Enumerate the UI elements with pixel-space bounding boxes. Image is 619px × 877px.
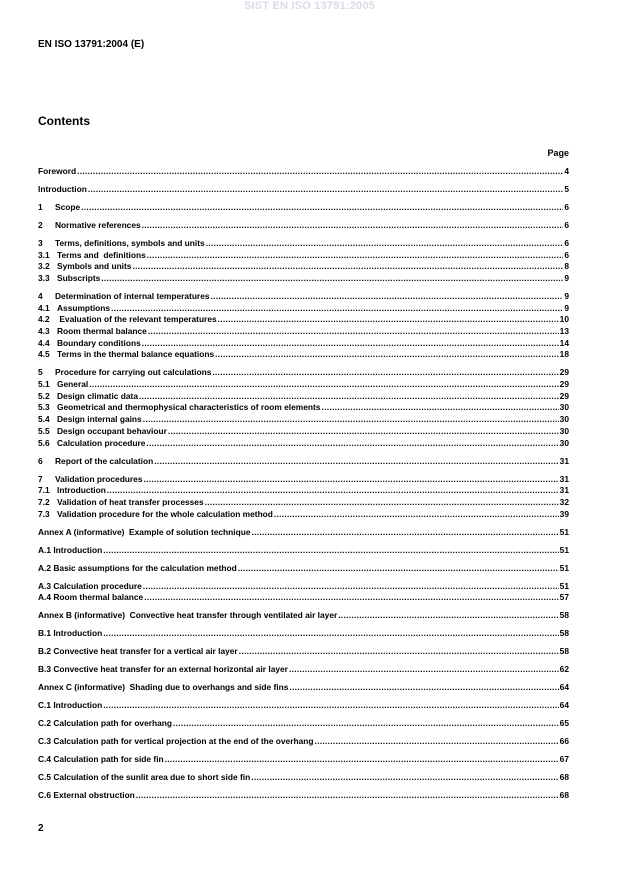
toc-entry[interactable] xyxy=(38,646,569,658)
toc-entry-number: 4.1 xyxy=(38,302,50,313)
toc-entry-number: 7 xyxy=(38,473,43,484)
toc-entry-number: 7.3 xyxy=(38,508,50,519)
toc-entry-title: Report of the calculation xyxy=(55,455,154,466)
toc-entry[interactable] xyxy=(38,474,569,486)
toc-entry[interactable] xyxy=(38,497,569,509)
toc-entry-label xyxy=(38,314,217,326)
toc-leader-dots xyxy=(239,646,559,658)
toc-leader-dots xyxy=(142,220,564,232)
toc-entry-title: Calculation procedure xyxy=(57,437,146,448)
toc-entry-page: 29 xyxy=(559,379,569,390)
toc-entry[interactable] xyxy=(38,166,569,178)
toc-entry-page: 13 xyxy=(559,326,569,337)
toc-entry[interactable] xyxy=(38,202,569,214)
toc-entry-label xyxy=(38,646,238,658)
toc-leader-dots xyxy=(103,545,558,557)
toc-entry-page: 66 xyxy=(559,736,569,747)
toc-entry[interactable] xyxy=(38,545,569,557)
toc-entry-number: 4.5 xyxy=(38,349,50,360)
toc-entry-number: 5.2 xyxy=(38,390,50,401)
toc-leader-dots xyxy=(103,700,558,712)
toc-entry-title: C.6 External obstruction xyxy=(38,790,135,801)
toc-entry-number: 5.4 xyxy=(38,414,50,425)
toc-entry-number: 4.4 xyxy=(38,337,50,348)
toc-entry-title: Boundary conditions xyxy=(57,337,141,348)
toc-entry[interactable] xyxy=(38,220,569,232)
toc-leader-dots xyxy=(139,391,559,403)
toc-entry-label xyxy=(38,700,102,712)
toc-entry-title: Subscripts xyxy=(57,273,101,283)
toc-entry-label xyxy=(38,166,76,178)
toc-entry-label xyxy=(38,238,205,250)
toc-leader-dots xyxy=(206,238,564,250)
toc-entry-title: Procedure for carrying out calculations xyxy=(55,367,212,378)
toc-entry-page: 6 xyxy=(564,201,569,212)
toc-leader-dots xyxy=(211,291,564,303)
toc-entry-label xyxy=(38,664,288,676)
toc-entry-title: A.4 Room thermal balance xyxy=(38,592,144,603)
toc-entry-page: 14 xyxy=(559,337,569,348)
toc-entry-page: 58 xyxy=(559,628,569,639)
toc-entry-title: Foreword xyxy=(38,166,77,176)
toc-entry-title: Scope xyxy=(55,201,81,212)
toc-entry[interactable] xyxy=(38,485,569,497)
toc-entry-label xyxy=(38,682,288,694)
toc-entry-page: 68 xyxy=(559,790,569,801)
toc-entry[interactable] xyxy=(38,238,569,250)
table-of-contents xyxy=(38,166,569,802)
toc-leader-dots xyxy=(103,628,558,640)
toc-entry-page: 51 xyxy=(559,544,569,555)
toc-entry-title: Normative references xyxy=(55,219,141,230)
toc-entry[interactable] xyxy=(38,261,569,273)
contents-title: Contents xyxy=(38,114,90,128)
toc-entry-label xyxy=(38,273,100,285)
toc-entry[interactable] xyxy=(38,349,569,361)
toc-entry-label xyxy=(38,718,172,730)
toc-entry[interactable] xyxy=(38,303,569,315)
toc-leader-dots xyxy=(338,610,558,622)
toc-entry[interactable] xyxy=(38,314,569,326)
toc-entry[interactable] xyxy=(38,414,569,426)
toc-entry-number: 6 xyxy=(38,455,43,466)
toc-leader-dots xyxy=(107,485,559,497)
toc-leader-dots xyxy=(144,474,559,486)
toc-entry-title: Geometrical and thermophysical characteristics of room elements xyxy=(57,402,321,413)
toc-entry[interactable] xyxy=(38,326,569,338)
toc-entry[interactable] xyxy=(38,291,569,303)
toc-entry-label xyxy=(38,754,164,766)
toc-entry-label xyxy=(38,250,146,262)
toc-leader-dots xyxy=(154,456,558,468)
toc-leader-dots xyxy=(212,367,558,379)
toc-leader-dots xyxy=(148,326,559,338)
toc-entry-label xyxy=(38,474,143,486)
toc-entry-page: 30 xyxy=(559,437,569,448)
toc-entry-title: C.5 Calculation of the sunlit area due to short side fin xyxy=(38,772,251,783)
toc-entry-title: Terms and definitions xyxy=(57,249,146,260)
toc-entry[interactable] xyxy=(38,367,569,379)
toc-entry-number: 5.5 xyxy=(38,425,50,436)
toc-entry-page: 31 xyxy=(559,473,569,484)
toc-entry-page: 6 xyxy=(564,249,569,260)
toc-entry[interactable] xyxy=(38,438,569,450)
toc-entry-page: 32 xyxy=(559,496,569,507)
toc-leader-dots xyxy=(215,349,559,361)
toc-entry-page: 51 xyxy=(559,580,569,591)
toc-entry-number: 1 xyxy=(38,201,43,212)
toc-leader-dots xyxy=(251,772,558,784)
toc-entry-title: Introduction xyxy=(57,485,106,496)
toc-leader-dots xyxy=(101,273,563,285)
toc-leader-dots xyxy=(168,426,559,438)
toc-leader-dots xyxy=(88,184,563,196)
toc-entry-title: Design internal gains xyxy=(57,414,142,425)
toc-entry[interactable] xyxy=(38,592,569,604)
toc-entry-page: 51 xyxy=(559,526,569,537)
toc-entry[interactable] xyxy=(38,527,569,539)
toc-entry-label xyxy=(38,610,337,622)
toc-leader-dots xyxy=(173,718,559,730)
toc-entry[interactable] xyxy=(38,250,569,262)
toc-entry-page: 5 xyxy=(564,183,569,194)
toc-entry[interactable] xyxy=(38,391,569,403)
toc-entry-page: 4 xyxy=(564,166,569,176)
toc-entry-page: 39 xyxy=(559,508,569,519)
toc-entry-label xyxy=(38,184,87,196)
toc-leader-dots xyxy=(218,314,559,326)
toc-entry-title: Design climatic data xyxy=(57,390,138,401)
toc-entry-title: General xyxy=(57,379,89,390)
toc-leader-dots xyxy=(165,754,559,766)
toc-entry-label xyxy=(38,581,142,593)
toc-leader-dots xyxy=(289,664,559,676)
toc-entry-number: 7.1 xyxy=(38,485,50,496)
toc-leader-dots xyxy=(274,509,559,521)
toc-entry-page: 8 xyxy=(564,261,569,272)
toc-entry-page: 29 xyxy=(559,390,569,401)
toc-entry-label xyxy=(38,736,313,748)
toc-entry-page: 6 xyxy=(564,237,569,248)
toc-entry-label xyxy=(38,414,142,426)
toc-leader-dots xyxy=(144,592,558,604)
toc-entry-label xyxy=(38,527,251,539)
page-column-label: Page xyxy=(547,148,569,158)
toc-entry[interactable] xyxy=(38,184,569,196)
toc-entry-label xyxy=(38,326,147,338)
toc-entry-label xyxy=(38,261,131,273)
toc-entry[interactable] xyxy=(38,772,569,784)
document-id: EN ISO 13791:2004 (E) xyxy=(38,39,145,50)
toc-entry-number: 3 xyxy=(38,237,43,248)
toc-entry-label xyxy=(38,509,273,521)
toc-entry-number: 7.2 xyxy=(38,496,50,507)
toc-entry[interactable] xyxy=(38,610,569,622)
toc-entry-title: B.3 Convective heat transfer for an external horizontal air layer xyxy=(38,664,288,675)
toc-entry-number: 4.3 xyxy=(38,326,50,337)
toc-leader-dots xyxy=(205,497,559,509)
toc-entry-title: Determination of internal temperatures xyxy=(55,290,210,301)
toc-entry[interactable] xyxy=(38,628,569,640)
toc-leader-dots xyxy=(111,303,563,315)
toc-entry-title: Room thermal balance xyxy=(57,326,147,337)
toc-entry-title: Evaluation of the relevant temperatures xyxy=(57,314,217,325)
toc-entry-number: 5.6 xyxy=(38,437,50,448)
toc-entry[interactable] xyxy=(38,790,569,802)
toc-entry-label xyxy=(38,349,214,361)
toc-entry-title: C.3 Calculation path for vertical projection at the end of the overhang xyxy=(38,736,314,747)
toc-entry-page: 9 xyxy=(564,290,569,301)
toc-entry-label xyxy=(38,303,110,315)
toc-entry-page: 30 xyxy=(559,402,569,413)
toc-entry-page: 65 xyxy=(559,718,569,729)
toc-entry-page: 30 xyxy=(559,425,569,436)
toc-entry-number: 5.1 xyxy=(38,379,50,390)
toc-entry-number: 5.3 xyxy=(38,402,50,413)
toc-entry-label xyxy=(38,426,167,438)
toc-leader-dots xyxy=(143,414,559,426)
toc-entry[interactable] xyxy=(38,754,569,766)
toc-entry-label xyxy=(38,545,102,557)
toc-entry-label xyxy=(38,379,88,391)
toc-leader-dots xyxy=(238,563,559,575)
toc-entry-number: 3.1 xyxy=(38,249,50,260)
toc-leader-dots xyxy=(136,790,559,802)
toc-leader-dots xyxy=(77,166,563,178)
toc-leader-dots xyxy=(143,581,559,593)
toc-entry-page: 68 xyxy=(559,772,569,783)
toc-entry-label xyxy=(38,790,135,802)
toc-entry-label xyxy=(38,402,320,414)
toc-entry-label xyxy=(38,367,211,379)
toc-entry[interactable] xyxy=(38,509,569,521)
toc-entry-title: Symbols and units xyxy=(57,261,132,272)
toc-entry-page: 31 xyxy=(559,455,569,466)
toc-leader-dots xyxy=(321,402,558,414)
toc-entry-label xyxy=(38,485,106,497)
toc-entry-page: 29 xyxy=(559,367,569,378)
toc-entry-title: A.1 Introduction xyxy=(38,544,103,555)
toc-leader-dots xyxy=(142,338,559,350)
toc-entry-page: 18 xyxy=(559,349,569,360)
toc-entry-title: Annex A (informative) Example of solution technique xyxy=(38,526,251,537)
toc-entry-title: Validation procedure for the whole calculation method xyxy=(57,508,273,519)
toc-entry-title: C.2 Calculation path for overhang xyxy=(38,718,173,729)
toc-leader-dots xyxy=(132,261,563,273)
toc-entry-page: 9 xyxy=(564,302,569,313)
toc-entry[interactable] xyxy=(38,664,569,676)
toc-entry-page: 64 xyxy=(559,700,569,711)
toc-entry-page: 30 xyxy=(559,414,569,425)
toc-leader-dots xyxy=(252,527,559,539)
toc-entry-label xyxy=(38,220,141,232)
toc-entry-page: 31 xyxy=(559,485,569,496)
toc-entry-page: 51 xyxy=(559,562,569,573)
toc-entry-label xyxy=(38,338,141,350)
toc-leader-dots xyxy=(289,682,558,694)
toc-entry-title: Terms in the thermal balance equations xyxy=(57,349,215,360)
toc-entry-number: 2 xyxy=(38,219,43,230)
toc-entry-title: Design occupant behaviour xyxy=(57,425,167,436)
toc-entry[interactable] xyxy=(38,426,569,438)
toc-entry-page: 57 xyxy=(559,592,569,603)
toc-leader-dots xyxy=(146,438,558,450)
toc-entry-number: 3.2 xyxy=(38,261,50,272)
toc-entry-number: 4.2 xyxy=(38,314,50,325)
toc-entry-title: Assumptions xyxy=(57,302,111,313)
toc-entry-title: Annex C (informative) Shading due to overhangs and side fins xyxy=(38,682,289,693)
toc-entry-title: C.1 Introduction xyxy=(38,700,103,711)
toc-entry-title: B.1 Introduction xyxy=(38,628,103,639)
toc-entry-label xyxy=(38,202,80,214)
toc-entry[interactable] xyxy=(38,338,569,350)
toc-entry-page: 67 xyxy=(559,754,569,765)
toc-entry[interactable] xyxy=(38,682,569,694)
toc-entry[interactable] xyxy=(38,402,569,414)
toc-entry-number: 5 xyxy=(38,367,43,378)
toc-leader-dots xyxy=(314,736,558,748)
toc-leader-dots xyxy=(147,250,564,262)
watermark: SIST EN ISO 13791:2005 xyxy=(244,0,375,12)
toc-leader-dots xyxy=(81,202,563,214)
toc-entry-label xyxy=(38,497,204,509)
page-number: 2 xyxy=(38,823,44,834)
toc-entry-title: Introduction xyxy=(38,183,87,194)
toc-entry[interactable] xyxy=(38,700,569,712)
toc-entry-title: Validation procedures xyxy=(55,473,143,484)
toc-entry-title: A.2 Basic assumptions for the calculation method xyxy=(38,562,237,573)
toc-entry-page: 58 xyxy=(559,646,569,657)
toc-leader-dots xyxy=(89,379,558,391)
toc-entry-number: 3.3 xyxy=(38,273,50,283)
toc-entry-label xyxy=(38,628,102,640)
toc-entry-label xyxy=(38,391,138,403)
toc-entry[interactable] xyxy=(38,563,569,575)
toc-entry[interactable] xyxy=(38,379,569,391)
toc-entry-page: 64 xyxy=(559,682,569,693)
toc-entry-page: 6 xyxy=(564,219,569,230)
toc-entry-label xyxy=(38,563,237,575)
toc-entry-label xyxy=(38,456,153,468)
toc-entry[interactable] xyxy=(38,736,569,748)
toc-entry-title: Annex B (informative) Convective heat transfer through ventilated air layer xyxy=(38,610,338,621)
toc-entry-title: B.2 Convective heat transfer for a vertical air layer xyxy=(38,646,238,657)
toc-entry-page: 58 xyxy=(559,610,569,621)
toc-entry[interactable] xyxy=(38,718,569,730)
toc-entry-page: 10 xyxy=(559,314,569,325)
toc-entry-title: Validation of heat transfer processes xyxy=(57,496,204,507)
toc-entry-page: 62 xyxy=(559,664,569,675)
toc-entry-label xyxy=(38,291,210,303)
toc-entry[interactable] xyxy=(38,456,569,468)
toc-entry-label xyxy=(38,772,250,784)
toc-entry-label xyxy=(38,438,145,450)
toc-entry-title: Terms, definitions, symbols and units xyxy=(55,237,205,248)
toc-entry[interactable] xyxy=(38,581,569,593)
toc-entry-number: 4 xyxy=(38,290,43,301)
toc-entry-label xyxy=(38,592,143,604)
toc-entry-title: C.4 Calculation path for side fin xyxy=(38,754,164,765)
toc-entry-page: 9 xyxy=(564,273,569,283)
toc-entry-title: A.3 Calculation procedure xyxy=(38,580,142,591)
toc-entry[interactable] xyxy=(38,273,569,285)
